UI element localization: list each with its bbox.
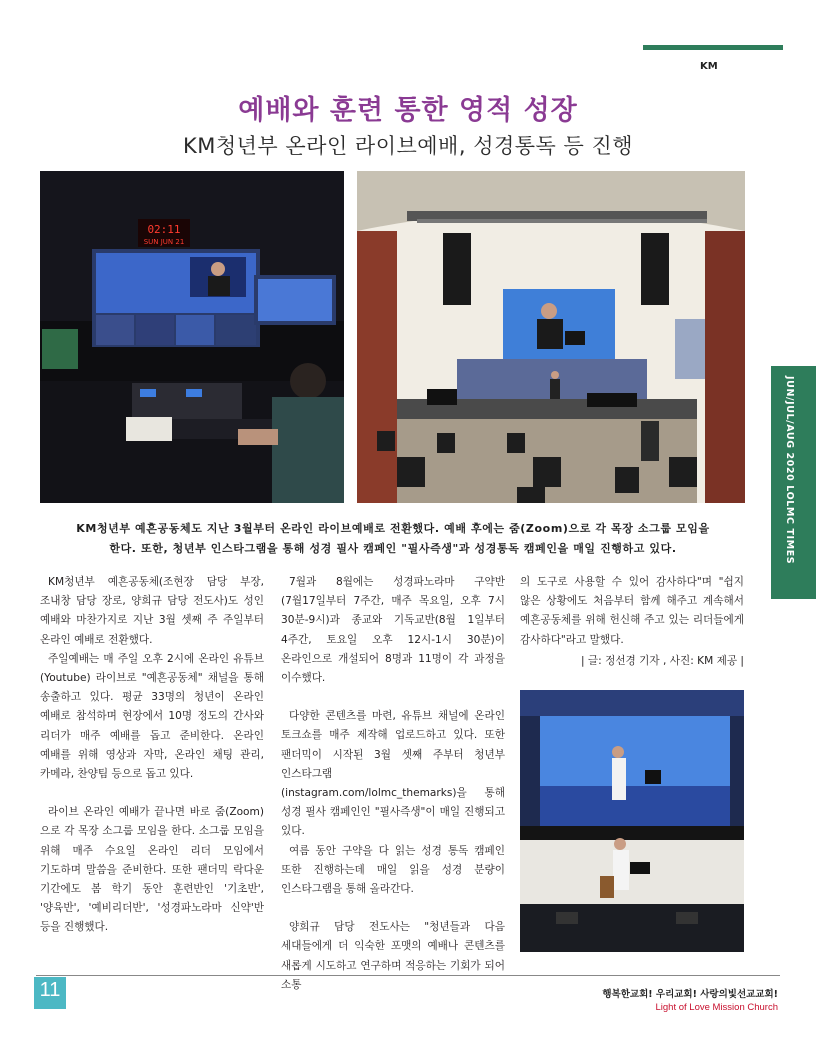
photo-control-room <box>40 171 344 503</box>
paragraph: 양희규 담당 전도사는 "청년들과 다음 세대들에게 더 익숙한 포맷의 예배나 콘텐츠를 새롭게 시도하고 연구하며 적응하는 기회가 되어 소통 <box>281 921 505 991</box>
paragraph: 여름 동안 구약을 다 읽는 성경 통독 캠페인 또한 진행하는데 매일 읽을 성경 분량이 인스타그램을 통해 올라간다. <box>281 844 505 896</box>
clock-time: 02:11 <box>147 223 181 236</box>
paragraph: 의 도구로 사용할 수 있어 감사하다"며 "쉽지 않은 상황에도 처음부터 함께 해주고 계속해서 예흔공동체를 위해 헌신해 주고 있는 리더들에게 감사하다"라고 말했다. <box>520 576 744 646</box>
header-rule <box>643 45 783 50</box>
caption-line-1: KM청년부 예흔공동체도 지난 3월부터 온라인 라이브예배로 전환했다. 예배 후에는 줌(Zoom)으로 각 목장 소그룹 모임을 <box>76 522 710 535</box>
article-column-1 <box>40 573 264 938</box>
paragraph: 라이브 온라인 예배가 끝나면 바로 줌(Zoom)으로 각 목장 소그룹 모임을 한다. 소그룹 모임을 위해 매주 수요일 온라인 리더 모임에서 기도하며 말씀을 준비한다. 또한 팬더믹 락다운 기간에도 봄 학기 동안 훈련반인 '기초반', '양육반', '예비리더반', '성경파노라마 신약'반 등을 진행했다. <box>40 806 264 934</box>
footer-church-name: Light of Love Mission Church <box>655 1002 778 1013</box>
caption-line-2: 한다. 또한, 청년부 인스타그램을 통해 성경 필사 캠페인 "필사즉생"과 성경통독 캠페인을 매일 진행하고 있다. <box>109 542 677 555</box>
photo-sanctuary <box>357 171 745 503</box>
footer-rule <box>36 975 780 976</box>
paragraph: 7월과 8월에는 성경파노라마 구약반(7월17일부터 7주간, 매주 목요일, 오후 7시 30분-9시)과 종교와 기독교반(8월 1일부터 4주간, 토요일 오후 12시-1시 30분)이 온라인으로 개설되어 8명과 11명이 각 과정을 이수했다. <box>281 576 505 685</box>
side-band-text: JUN/JUL/AUG 2020 LOLMC TIMES <box>784 376 795 565</box>
paragraph: KM청년부 예흔공동체(조현장 담당 부장, 조내창 담당 장로, 양희규 담당 전도사)도 성인 예배와 마찬가지로 지난 3월 셋째 주 주일부터 온라인 예배로 전환했다. <box>40 576 264 646</box>
footer-slogan: 행복한교회! 우리교회! 사랑의빛선교교회! <box>602 989 778 1000</box>
paragraph: 다양한 콘텐츠를 마련, 유튜브 채널에 온라인 토크쇼를 매주 제작해 업로드하고 있다. 또한 팬더믹이 시작된 3월 셋째 주부터 청년부 인스타그램 (instagram.com/lolmc_themarks)을 통해 성경 필사 캠페인인 "필사즉생"이 매일 진행되고 있다. <box>281 710 505 838</box>
photo-caption <box>40 519 746 559</box>
clock-date: SUN JUN 21 <box>143 238 185 246</box>
paragraph: 주일예배는 매 주일 오후 2시에 온라인 유튜브(Youtube) 라이브로 "예흔공동체" 채널을 통해 송출하고 있다. 평균 33명의 청년이 온라인 예배로 참석하며 현장에서 10명 정도의 간사와 리더가 매주 예배를 돕고 준비한다. 온라인 예배를 위해 영상과 자막, 온라인 채팅 관리, 카메라, 찬양팀 등으로 돕고 있다. <box>40 652 264 781</box>
article-column-2 <box>281 573 505 995</box>
subheadline: KM청년부 온라인 라이브예배, 성경통독 등 진행 <box>182 134 634 158</box>
headline: 예배와 훈련 통한 영적 성장 <box>238 95 578 126</box>
photo-credit: | 글: 정선경 기자 , 사진: KM 제공 | <box>580 654 744 667</box>
article-column-3 <box>520 573 744 671</box>
photo-worship-leader <box>520 690 744 952</box>
page-number: 11 <box>39 979 61 1001</box>
section-tag: KM <box>700 61 718 72</box>
